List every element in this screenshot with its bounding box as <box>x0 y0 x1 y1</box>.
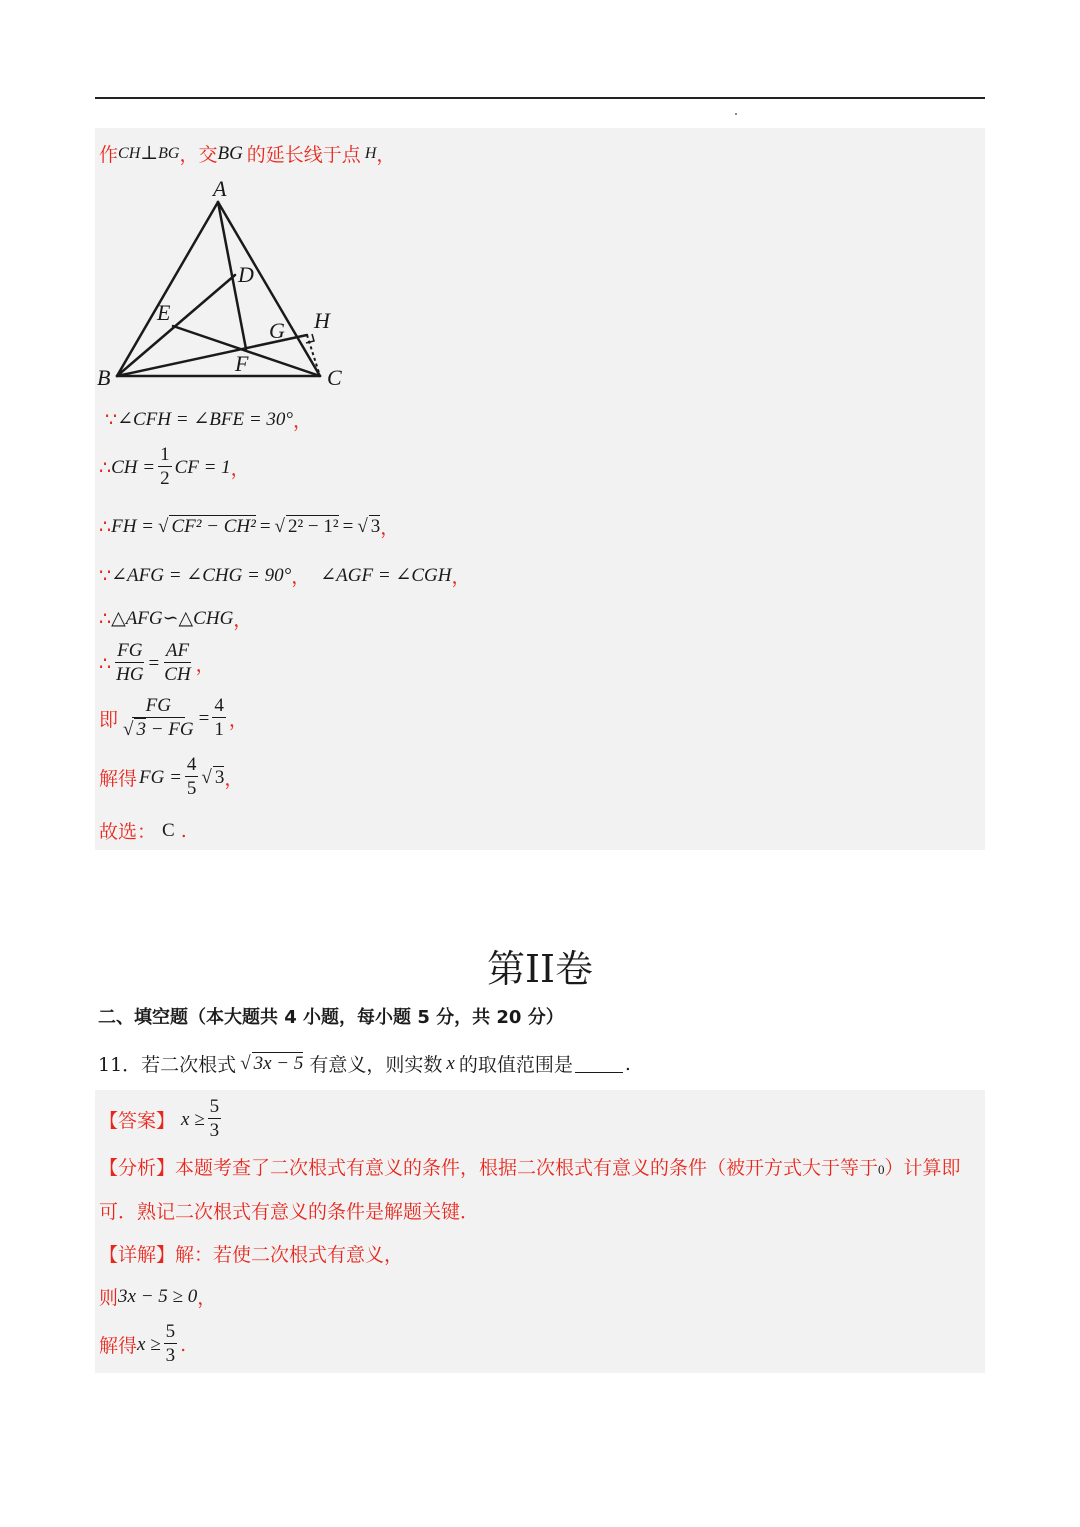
period: . <box>180 1333 187 1356</box>
radicand-numbers: 2² − 1² <box>287 516 339 537</box>
radicand-three: 3 <box>214 767 225 788</box>
section-title: 第II卷 <box>486 947 594 991</box>
detail-line <box>99 1240 403 1267</box>
question-text-mid: 有意义，则实数 <box>309 1054 443 1076</box>
math-ch: CH <box>118 144 141 162</box>
radicand-three: 3 <box>136 719 146 740</box>
label-e: E <box>157 300 171 325</box>
answer-blank <box>575 1054 623 1073</box>
text-comma: ， <box>376 144 396 166</box>
zero: 0 <box>878 1162 885 1177</box>
question-text-tail: 的取值范围是 <box>458 1054 573 1076</box>
frac-num: FG <box>117 640 143 661</box>
frac-den: 3 <box>165 1345 176 1366</box>
solution-line-3 <box>99 444 250 491</box>
period: . <box>180 819 187 842</box>
radicand-cf-ch: CF² − CH² <box>171 516 256 537</box>
frac-num: 5 <box>165 1321 176 1342</box>
comma: ， <box>197 1287 217 1309</box>
solution-line-10 <box>99 817 187 844</box>
comma: ， <box>380 517 400 539</box>
frac-num: AF <box>165 640 190 661</box>
expr-similar: △AFG∽△CHG <box>111 608 234 629</box>
step-2-line <box>99 1321 186 1368</box>
frac-den: CH <box>164 664 191 685</box>
expr-x-geq: x ≥ <box>181 1108 205 1130</box>
expr-angle-cfh: ∠CFH = ∠BFE = 30° <box>117 409 293 430</box>
text-extension: 的延长线于点 <box>246 144 361 166</box>
fraction-fg-expr <box>121 695 196 742</box>
fraction-five-thirds <box>164 1321 178 1368</box>
text-zuo: 作 <box>99 144 119 166</box>
var-x: x <box>446 1052 455 1074</box>
fraction-four-one <box>212 695 226 742</box>
solution-line-1 <box>99 140 395 167</box>
analysis-text: 本题考查了二次根式有意义的条件，根据二次根式有意义的条件（被开方式大于等于 <box>175 1157 879 1179</box>
comma: ， <box>228 709 248 731</box>
comma: ， <box>293 410 313 432</box>
frac-num: 1 <box>160 444 170 465</box>
detail-tag: 【详解】 <box>99 1244 176 1266</box>
solution-line-4 <box>99 513 399 540</box>
answer-c: C <box>162 819 175 841</box>
math-bg: BG <box>158 144 180 162</box>
frac-num: 4 <box>214 695 224 716</box>
radicand-three: 3 <box>370 516 381 537</box>
question-text: 11．若二次根式 <box>98 1054 237 1076</box>
therefore-symbol: ∴ <box>99 456 112 479</box>
fraction-four-fifths <box>185 754 199 801</box>
sqrt-sign: √ <box>357 515 368 537</box>
label-g: G <box>269 318 285 343</box>
text-jiao: ，交 <box>179 144 218 166</box>
therefore-symbol: ∴ <box>99 515 112 538</box>
math-h: H <box>364 144 377 162</box>
expr-fh: FH = <box>111 515 154 537</box>
solution-line-2 <box>99 406 312 433</box>
equals: = <box>342 515 354 537</box>
label-f: F <box>235 351 249 376</box>
expr-fg: FG = <box>139 766 182 788</box>
therefore-symbol: ∴ <box>99 652 112 675</box>
frac-den: √ 3 − FG <box>123 719 194 740</box>
frac-num: 5 <box>209 1096 220 1117</box>
sqrt-sign: √ <box>274 515 285 537</box>
sqrt-sign: √ <box>158 515 169 537</box>
equals: = <box>148 652 160 674</box>
comma: ， <box>224 768 244 790</box>
solution-line-5 <box>99 562 470 589</box>
segment-ab <box>117 202 218 376</box>
label-a: A <box>213 176 227 201</box>
expr-ch: CH = <box>111 456 156 478</box>
segment-be <box>117 275 235 376</box>
text-guxuan: 故选： <box>99 821 157 843</box>
solution-box-bottom <box>95 1090 985 1373</box>
math-bg-2: BG <box>217 142 243 164</box>
solution-box-top <box>95 128 985 850</box>
header-rule <box>95 97 985 99</box>
text-jiede: 解得 <box>99 1335 138 1357</box>
question-11 <box>98 1050 631 1077</box>
comma: ， <box>291 566 311 588</box>
label-h: H <box>314 308 330 333</box>
solution-line-8 <box>99 695 248 742</box>
because-symbol: ∵ <box>99 564 112 587</box>
comma: ， <box>451 566 471 588</box>
expr-x-geq: x ≥ <box>137 1333 161 1355</box>
therefore-symbol: ∴ <box>99 607 112 630</box>
frac-den: 1 <box>214 719 224 740</box>
frac-den: HG <box>116 664 144 685</box>
step-1-line <box>99 1283 216 1310</box>
analysis-tag: 【分析】 <box>99 1157 176 1179</box>
radicand: 3x − 5 <box>253 1053 304 1074</box>
triangle-figure <box>95 172 355 392</box>
label-d: D <box>238 262 254 287</box>
fraction-one-half <box>158 444 172 491</box>
analysis-paragraph <box>99 1147 969 1234</box>
frac-den: 3 <box>209 1120 220 1141</box>
header-dot <box>735 113 737 115</box>
frac-den: 5 <box>186 778 197 799</box>
sqrt-sign: √ <box>240 1052 251 1074</box>
perp-symbol: ⊥ <box>140 143 159 164</box>
expr-right-angles: ∠AFG = ∠CHG = 90° <box>111 565 292 586</box>
detail-text: 解：若使二次根式有意义， <box>175 1244 404 1266</box>
expr-vertical-angles: ∠AGF = ∠CGH <box>320 565 452 586</box>
solution-line-9: 解得 FG = $\frac{4}{5}$ √ 3 ， <box>99 754 244 799</box>
frac-num: FG <box>132 695 185 718</box>
equals: = <box>259 515 271 537</box>
period: . <box>624 1052 631 1075</box>
comma: ， <box>195 654 215 676</box>
fraction-five-thirds <box>208 1096 222 1143</box>
section-heading: 二、填空题（本大题共 4 小题，每小题 5 分，共 20 分） <box>98 1007 564 1028</box>
text-jiede: 解得 <box>99 768 138 790</box>
label-b: B <box>97 365 111 390</box>
comma: ， <box>230 458 250 480</box>
fraction-fg-hg <box>114 640 145 687</box>
expr-cf: CF = 1 <box>174 456 231 478</box>
analysis-text-2: ）计算即可．熟记二次根式有意义的条件是解题关键． <box>99 1157 961 1223</box>
comma: ， <box>233 609 253 631</box>
because-symbol: ∵ <box>105 408 118 431</box>
label-c: C <box>327 365 342 390</box>
den-rest: − FG <box>145 719 194 740</box>
text-ze: 则 <box>99 1287 119 1309</box>
solution-line-6 <box>99 605 252 632</box>
inequality: 3x − 5 ≥ 0 <box>118 1285 198 1307</box>
solution-line-7 <box>99 640 215 687</box>
text-ji: 即 <box>99 709 119 731</box>
answer-line <box>99 1096 224 1143</box>
equals: = <box>198 707 210 729</box>
fraction-af-ch <box>162 640 192 687</box>
frac-den: 2 <box>160 468 170 489</box>
answer-tag: 【答案】 <box>99 1110 176 1132</box>
frac-num: 4 <box>186 754 197 775</box>
